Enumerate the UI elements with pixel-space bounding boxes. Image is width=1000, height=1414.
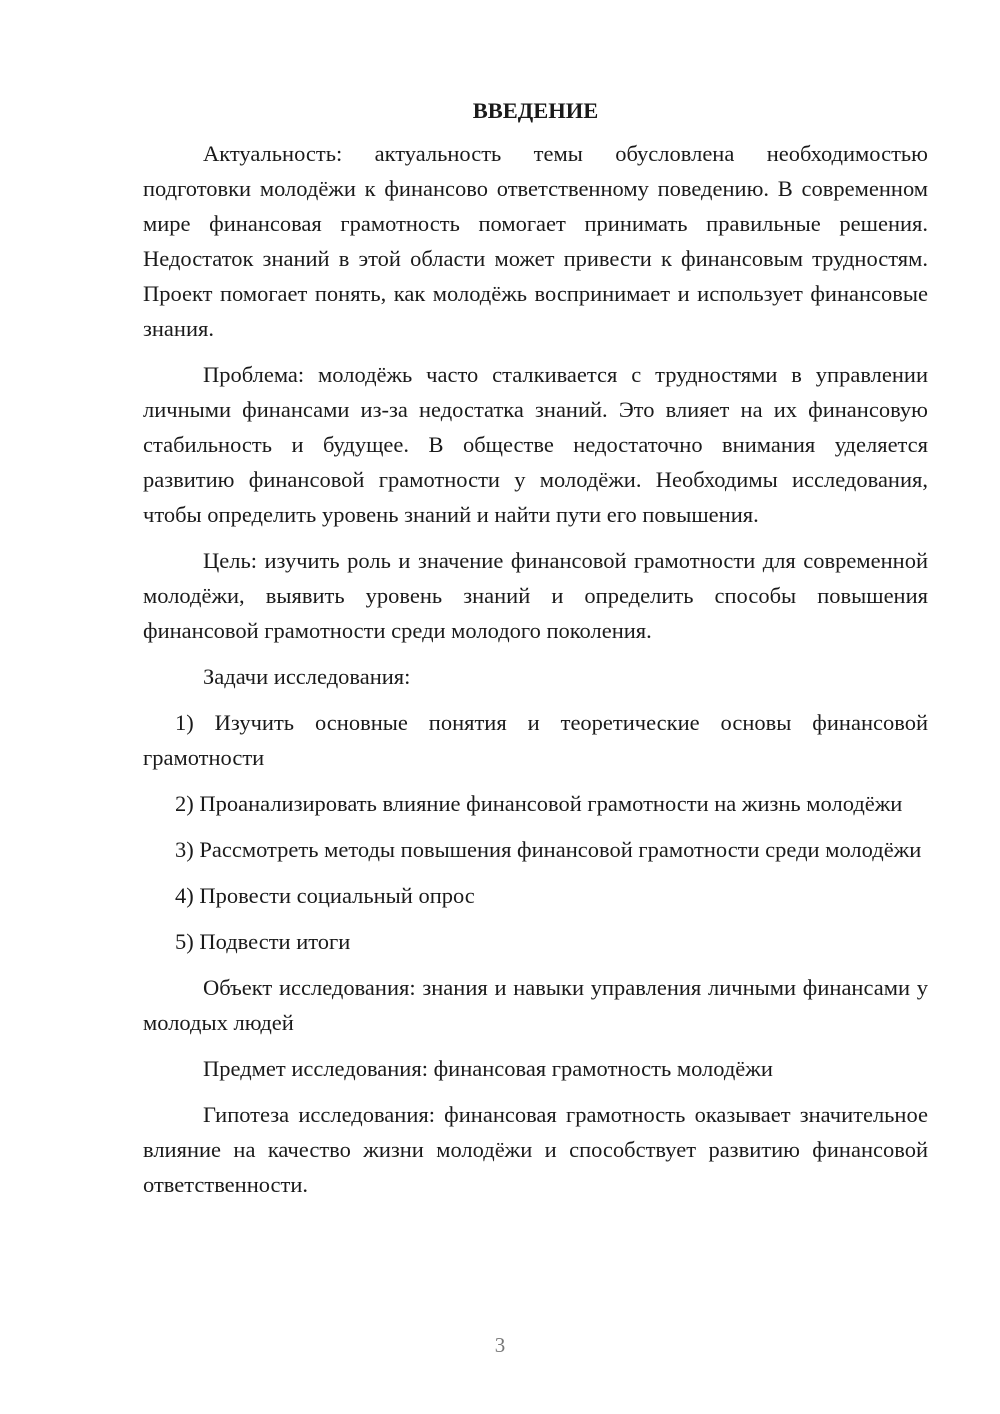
task-item-3: 3) Рассмотреть методы повышения финансовой грамотности среди молодёжи: [175, 837, 922, 862]
paragraph-hypothesis: Гипотеза исследования: финансовая грамотность оказывает значительное влияние на качество жизни молодёжи и способствует развитию финансовой ответственности.: [143, 1102, 928, 1197]
task-item-5: 5) Подвести итоги: [175, 929, 351, 954]
task-item-4: 4) Провести социальный опрос: [175, 883, 475, 908]
page-number: 3: [494, 1333, 506, 1357]
paragraph-object: Объект исследования: знания и навыки управления личными финансами у молодых людей: [143, 975, 928, 1035]
page-title: ВВЕДЕНИЕ: [472, 98, 599, 123]
task-item-2: 2) Проанализировать влияние финансовой грамотности на жизнь молодёжи: [175, 791, 903, 816]
paragraph-problem: Проблема: молодёжь часто сталкивается с трудностями в управлении личными финансами из-за недостатка знаний. Это влияет на их финансовую стабильность и будущее. В обществе недостаточно внимания уделяется развитию финансовой грамотности у молодёжи. Необходимы исследования, чтобы определить уровень знаний и найти пути его повышения.: [143, 362, 928, 527]
paragraph-relevance: Актуальность: актуальность темы обусловлена необходимостью подготовки молодёжи к финансово ответственному поведению. В современном мире финансовая грамотность помогает принимать правильные решения. Недостаток знаний в этой области может привести к финансовым трудностям. Проект помогает понять, как молодёжь воспринимает и использует финансовые знания.: [143, 141, 928, 341]
paragraph-subject: Предмет исследования: финансовая грамотность молодёжи: [203, 1056, 773, 1081]
paragraph-goal: Цель: изучить роль и значение финансовой грамотности для современной молодёжи, выявить уровень знаний и определить способы повышения финансовой грамотности среди молодого поколения.: [143, 548, 928, 643]
document-page: [143, 96, 928, 1213]
tasks-heading: Задачи исследования:: [203, 664, 411, 689]
task-item-1: 1) Изучить основные понятия и теоретические основы финансовой грамотности: [143, 710, 928, 770]
